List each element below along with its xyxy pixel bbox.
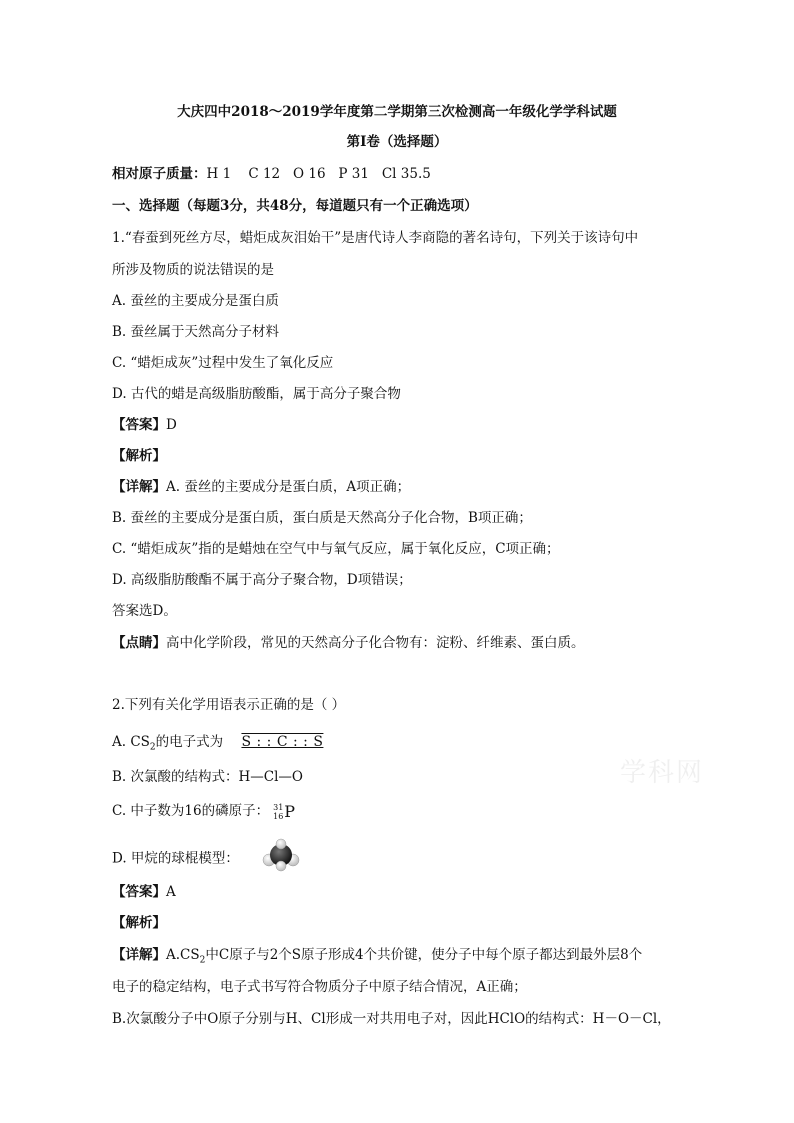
q2-option-d-text: D. 甲烷的球棍模型：: [112, 850, 239, 867]
q1-option-c: C. “蜡炬成灰”过程中发生了氧化反应: [112, 355, 334, 371]
q1-analysis-label: 【解析】: [112, 448, 166, 464]
tip-text: 高中化学阶段，常见的天然高分子化合物有：淀粉、纤维素、蛋白质。: [166, 635, 585, 651]
q1-detail-d: D. 高级脂肪酸酯不属于高分子聚合物，D项错误；: [112, 572, 412, 588]
q1-option-d: D. 古代的蜡是高级脂肪酸酯，属于高分子聚合物: [112, 386, 401, 402]
q1-tip: [112, 633, 688, 653]
answer-label: 【答案】: [112, 884, 166, 900]
detail-label: 【详解】: [112, 479, 166, 495]
q1-detail-c: C. “蜡炬成灰”指的是蜡烛在空气中与氧气反应，属于氧化反应，C项正确；: [112, 541, 560, 557]
phosphorus-nuclide: [273, 802, 295, 822]
section-heading: 一、选择题（每题3分，共48分，每道题只有一个正确选项）: [112, 198, 478, 214]
q2-detail-a1: [112, 945, 688, 971]
detail-a1-pre: A.CS: [166, 947, 200, 963]
q1-detail-b: B. 蚕丝的主要成分是蛋白质，蛋白质是天然高分子化合物，B项正确；: [112, 510, 532, 526]
q1-option-b: B. 蚕丝属于天然高分子材料: [112, 324, 280, 340]
answer-value: D: [166, 417, 177, 433]
q2-option-c: [112, 801, 688, 822]
q1-detail-a: [112, 477, 688, 497]
q2-stem: 2.下列有关化学用语表示正确的是（ ）: [112, 697, 346, 713]
q2-option-a-post: 的电子式为: [155, 734, 224, 750]
methane-ball-stick-model-icon: [261, 838, 301, 872]
detail-a1-post: 中C原子与2个S原子形成4个共价键，使分子中每个原子都达到最外层8个: [205, 947, 643, 963]
detail-a1-sub: 2: [199, 955, 206, 966]
q2-option-a-pre: A. CS: [112, 734, 150, 750]
nuclide-atomic-number: 16: [273, 811, 284, 821]
nuclide-symbol: P: [284, 801, 296, 821]
atomic-mass-values: H 1 C 12 O 16 P 31 Cl 35.5: [206, 166, 431, 182]
answer-label: 【答案】: [112, 417, 166, 433]
q2-detail-b: B.次氯酸分子中O原子分别与H、Cl形成一对共用电子对，因此HClO的结构式：H－O－Cl，: [112, 1011, 671, 1027]
watermark-text: 学科网: [620, 758, 705, 788]
exam-subtitle: 第Ⅰ卷（选择题）: [346, 134, 448, 150]
atomic-mass-line: [112, 164, 688, 184]
q2-detail-a2: 电子的稳定结构，电子式书写符合物质分子中原子结合情况，A正确；: [112, 979, 527, 995]
q2-option-b: B. 次氯酸的结构式：H—Cl—O: [112, 769, 303, 785]
cs2-electron-formula: S : : C : : S: [241, 734, 324, 750]
detail-label: 【详解】: [112, 947, 166, 963]
q2-option-d: [112, 846, 688, 872]
q1-answer: [112, 415, 688, 435]
q1-stem-line2: 所涉及物质的说法错误的是: [112, 262, 274, 278]
answer-value: A: [166, 884, 176, 900]
q2-option-a-sub: 2: [149, 742, 156, 753]
q2-option-a: [112, 732, 688, 758]
atomic-mass-label: 相对原子质量：: [112, 166, 207, 182]
nuclide-mass-number: 31: [273, 802, 284, 812]
q1-stem-line1: 1.“春蚕到死丝方尽，蜡炬成灰泪始干”是唐代诗人李商隐的著名诗句，下列关于该诗句中: [112, 230, 639, 246]
detail-text: A. 蚕丝的主要成分是蛋白质，A项正确；: [166, 479, 411, 495]
q2-answer: [112, 882, 688, 902]
q2-option-c-text: C. 中子数为16的磷原子：: [112, 803, 270, 819]
exam-title: 大庆四中2018～2019学年度第二学期第三次检测高一年级化学学科试题: [177, 104, 617, 120]
q1-option-a: A. 蚕丝的主要成分是蛋白质: [112, 293, 279, 309]
tip-label: 【点睛】: [112, 635, 166, 651]
q2-analysis-label: 【解析】: [112, 915, 166, 931]
q1-conclusion: 答案选D。: [112, 603, 177, 619]
